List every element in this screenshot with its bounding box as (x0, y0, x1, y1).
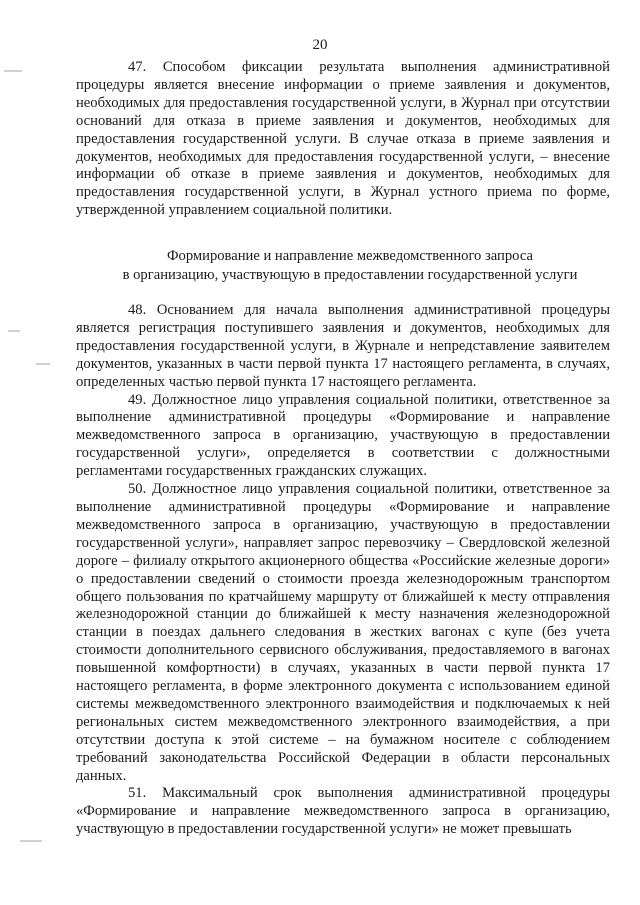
scan-artifact (20, 840, 42, 842)
scan-artifact (8, 330, 20, 332)
paragraph-49: 49. Должностное лицо управления социальной политики, ответственное за выполнение административной процедуры «Формирование и направление межведомственного запроса в организацию, участвующую в предоставлении государственной услуги», определяется в соответствии с должностными регламентами государственных гражданских служащих. (76, 391, 610, 480)
scan-artifact (4, 70, 22, 72)
paragraph-48: 48. Основанием для начала выполнения административной процедуры является регистрация поступившего заявления и документов, необходимых для предоставления государственной услуги, в Журнале и непредставление заявителем документов, указанных в части первой пункта 17 настоящего регламента, в случаях, определенных частью первой пункта 17 настоящего регламента. (76, 302, 610, 390)
section-heading-line-2: в организацию, участвующую в предоставлении государственной услуги (122, 266, 578, 283)
section-heading-line-1: Формирование и направление межведомственного запроса (167, 248, 533, 264)
page-number: 20 (312, 37, 328, 53)
paragraph-51: 51. Максимальный срок выполнения административной процедуры «Формирование и направление межведомственного запроса в организацию, участвующую в предоставлении государственной услуги» не может превышать (76, 785, 610, 838)
paragraph-50: 50. Должностное лицо управления социальной политики, ответственное за выполнение административной процедуры «Формирование и направление межведомственного запроса в организацию, участвующую в предоставлении государственной услуги», направляет запрос перевозчику – Свердловской железной дороге – филиалу открытого акционерного общества «Российские железные дороги» о предоставлении сведений о стоимости проезда железнодорожным транспортом общего пользования по кратчайшему маршруту от ближайшей к месту отправления железнодорожной станции до ближайшей к месту назначения железнодорожной станции в поездах дальнего следования в жестких вагонах с купе (без учета стоимости дополнительного сервисного обслуживания, предоставляемого в вагонах повышенной комфортности) в случаях, указанных в части первой пункта 17 настоящего регламента, в форме электронного документа с использованием единой системы межведомственного электронного взаимодействия и подключаемых к ней региональных систем межведомственного электронного взаимодействия, а при отсутствии доступа к этой системе – на бумажном носителе с соблюдением требований законодательства Российской Федерации в области персональных данных. (76, 481, 610, 784)
paragraph-47: 47. Способом фиксации результата выполнения административной процедуры является внесение информации о приеме заявления и документов, необходимых для предоставления государственной услуги, в Журнал при отсутствии оснований для отказа в приеме заявления и документов, необходимых для предоставления государственной услуги. В случае отказа в приеме заявления и документов, необходимых для предоставления государственной услуги, – внесение информации об отказе в приеме заявления и документов, необходимых для предоставления государственной услуги, в Журнал устного приема по форме, утвержденной управлением социальной политики. (76, 59, 610, 219)
scan-artifact (36, 363, 50, 365)
section-heading (60, 247, 640, 284)
text-block-bottom (76, 302, 610, 839)
text-block-top (76, 59, 610, 220)
